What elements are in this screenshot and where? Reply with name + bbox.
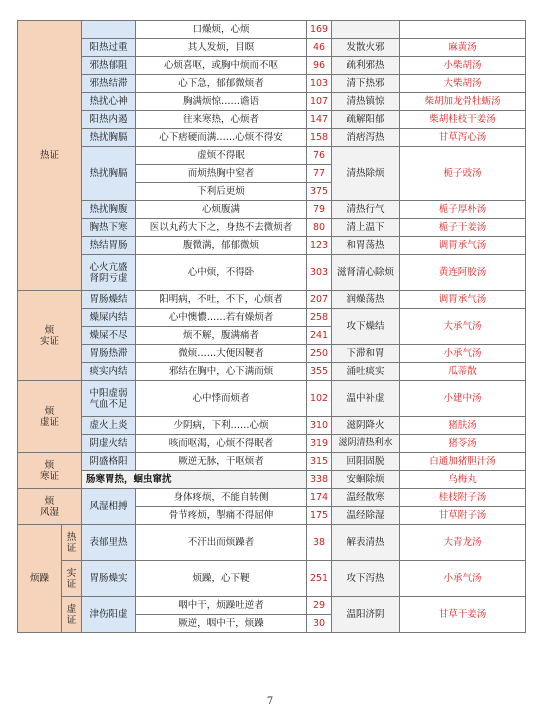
table-row bbox=[18, 111, 526, 129]
pathology-cell: 心火亢盛 肾阴亏虚 bbox=[82, 255, 136, 291]
formula-name bbox=[400, 21, 526, 39]
symptom-cell: 心烦腹满 bbox=[136, 201, 307, 219]
treatment-cell: 下滞和胃 bbox=[332, 345, 400, 363]
clause-number: 338 bbox=[307, 471, 332, 489]
treatment-cell: 攻下燥结 bbox=[332, 309, 400, 345]
formula-name: 桂枝附子汤 bbox=[400, 489, 526, 507]
table-row bbox=[18, 381, 526, 417]
formula-name: 柴胡加龙骨牡蛎汤 bbox=[400, 93, 526, 111]
formula-name: 大柴胡汤 bbox=[400, 75, 526, 93]
clause-number: 158 bbox=[307, 129, 332, 147]
table-row bbox=[18, 291, 526, 309]
clause-number: 102 bbox=[307, 381, 332, 417]
symptom-cell: 心中烦，不得卧 bbox=[136, 255, 307, 291]
clause-number: 38 bbox=[307, 525, 332, 561]
formula-name: 乌梅丸 bbox=[400, 471, 526, 489]
pathology-cell: 中阳虚弱 气血不足 bbox=[82, 381, 136, 417]
clause-number: 310 bbox=[307, 417, 332, 435]
symptom-cell: 胸满烦惊……谵语 bbox=[136, 93, 307, 111]
symptom-cell: 咽中干，烦躁吐逆者 bbox=[136, 597, 307, 615]
formula-name: 小柴胡汤 bbox=[400, 57, 526, 75]
table-row bbox=[18, 309, 526, 327]
pathology-cell: 燥屎不尽 bbox=[82, 327, 136, 345]
table-row bbox=[18, 237, 526, 255]
table-row bbox=[18, 417, 526, 435]
table-row bbox=[18, 129, 526, 147]
clause-number: 319 bbox=[307, 435, 332, 453]
formula-name: 小建中汤 bbox=[400, 381, 526, 417]
pathology-cell: 胃肠热滞 bbox=[82, 345, 136, 363]
symptom-cell: 少阴病，下利……心烦 bbox=[136, 417, 307, 435]
symptom-cell: 心中懊憹……若有燥烦者 bbox=[136, 309, 307, 327]
pathology-cell: 阳热过重 bbox=[82, 39, 136, 57]
formula-name: 麻黄汤 bbox=[400, 39, 526, 57]
treatment-cell: 滋阴清热利水 bbox=[332, 435, 400, 453]
subsection-label-heat: 热 证 bbox=[62, 525, 82, 561]
clause-number: 30 bbox=[307, 615, 332, 633]
treatment-cell: 滋肾清心除烦 bbox=[332, 255, 400, 291]
table-row bbox=[18, 57, 526, 75]
symptom-cell: 心下急，郁郁微烦者 bbox=[136, 75, 307, 93]
pathology-cell: 胸热下寒 bbox=[82, 219, 136, 237]
formula-name: 大青龙汤 bbox=[400, 525, 526, 561]
clause-number: 207 bbox=[307, 291, 332, 309]
symptom-cell: 而烦热胸中窒者 bbox=[136, 165, 307, 183]
symptom-cell: 其人发烦，目瞑 bbox=[136, 39, 307, 57]
symptom-cell: 厥逆，咽中干，烦躁 bbox=[136, 615, 307, 633]
table-row bbox=[18, 39, 526, 57]
section-label-deficiency: 烦 虚证 bbox=[18, 381, 82, 453]
symptom-cell: 心烦喜呕，或胸中烦而不呕 bbox=[136, 57, 307, 75]
treatment-cell: 和胃荡热 bbox=[332, 237, 400, 255]
pathology-cell: 胃肠燥实 bbox=[82, 561, 136, 597]
treatment-cell: 清上温下 bbox=[332, 219, 400, 237]
pathology-cell: 胃肠燥结 bbox=[82, 291, 136, 309]
treatment-cell: 润燥荡热 bbox=[332, 291, 400, 309]
pathology-cell: 热扰胸膈 bbox=[82, 147, 136, 201]
formula-name: 白通加猪胆汁汤 bbox=[400, 453, 526, 471]
formula-name: 瓜蒂散 bbox=[400, 363, 526, 381]
table-row bbox=[18, 255, 526, 291]
clause-number: 46 bbox=[307, 39, 332, 57]
subsection-label-excess: 实 证 bbox=[62, 561, 82, 597]
formula-name: 小承气汤 bbox=[400, 561, 526, 597]
formula-name: 栀子豉汤 bbox=[400, 147, 526, 201]
symptom-cell: 心下痞硬而满……心烦不得安 bbox=[136, 129, 307, 147]
symptom-cell: 口燥烦，心烦 bbox=[136, 21, 307, 39]
symptom-cell: 阳明病，不吐，不下，心烦者 bbox=[136, 291, 307, 309]
treatment-cell: 清热除烦 bbox=[332, 147, 400, 201]
table-row bbox=[18, 561, 526, 597]
symptom-cell: 微烦……大便因鞕者 bbox=[136, 345, 307, 363]
clause-number: 174 bbox=[307, 489, 332, 507]
pathology-cell: 肠寒胃热，蛔虫窜扰 bbox=[82, 471, 307, 489]
formula-name: 柴胡桂枝干姜汤 bbox=[400, 111, 526, 129]
formula-name: 调胃承气汤 bbox=[400, 237, 526, 255]
pathology-cell: 风湿相搏 bbox=[82, 489, 136, 525]
section-label-cold: 烦 寒证 bbox=[18, 453, 82, 489]
clause-number: 96 bbox=[307, 57, 332, 75]
clause-number: 175 bbox=[307, 507, 332, 525]
symptom-cell: 身体疼烦，不能自转侧 bbox=[136, 489, 307, 507]
clause-number: 303 bbox=[307, 255, 332, 291]
formula-name: 栀子厚朴汤 bbox=[400, 201, 526, 219]
symptom-cell: 虚烦不得眠 bbox=[136, 147, 307, 165]
treatment-cell: 温经散寒 bbox=[332, 489, 400, 507]
table-row bbox=[18, 201, 526, 219]
section-label-excess: 烦 实证 bbox=[18, 291, 82, 381]
clause-number: 241 bbox=[307, 327, 332, 345]
pathology-cell bbox=[82, 21, 136, 39]
formula-name: 甘草泻心汤 bbox=[400, 129, 526, 147]
treatment-cell: 清热镇惊 bbox=[332, 93, 400, 111]
table-row bbox=[18, 597, 526, 615]
clause-number: 250 bbox=[307, 345, 332, 363]
symptom-cell: 心中悸而烦者 bbox=[136, 381, 307, 417]
table-row bbox=[18, 75, 526, 93]
formula-name: 调胃承气汤 bbox=[400, 291, 526, 309]
treatment-cell: 清热行气 bbox=[332, 201, 400, 219]
pathology-cell: 热扰胸腹 bbox=[82, 201, 136, 219]
clause-number: 169 bbox=[307, 21, 332, 39]
pathology-cell: 阴盛格阳 bbox=[82, 453, 136, 471]
treatment-cell: 温中补虚 bbox=[332, 381, 400, 417]
treatment-cell: 解表清热 bbox=[332, 525, 400, 561]
symptom-cell: 厥逆无脉，干呕烦者 bbox=[136, 453, 307, 471]
treatment-cell: 温阳济阴 bbox=[332, 597, 400, 633]
pathology-cell: 阳热内遏 bbox=[82, 111, 136, 129]
pathology-cell: 虚火上炎 bbox=[82, 417, 136, 435]
table-row bbox=[18, 435, 526, 453]
table-row bbox=[18, 525, 526, 561]
pathology-cell: 燥屎内结 bbox=[82, 309, 136, 327]
treatment-cell: 攻下泻热 bbox=[332, 561, 400, 597]
clause-number: 251 bbox=[307, 561, 332, 597]
formula-name: 甘草附子汤 bbox=[400, 507, 526, 525]
treatment-cell: 涌吐痰实 bbox=[332, 363, 400, 381]
clause-number: 107 bbox=[307, 93, 332, 111]
clause-number: 355 bbox=[307, 363, 332, 381]
formula-name: 栀子干姜汤 bbox=[400, 219, 526, 237]
table-row bbox=[18, 363, 526, 381]
clause-number: 123 bbox=[307, 237, 332, 255]
formula-name: 甘草干姜汤 bbox=[400, 597, 526, 633]
section-label-wind-damp: 烦 风湿 bbox=[18, 489, 82, 525]
pathology-cell: 表郁里热 bbox=[82, 525, 136, 561]
treatment-cell: 回阳固脱 bbox=[332, 453, 400, 471]
symptom-cell: 不汗出而烦躁者 bbox=[136, 525, 307, 561]
symptom-cell: 咳而呕渴，心烦不得眠者 bbox=[136, 435, 307, 453]
treatment-cell: 温经除湿 bbox=[332, 507, 400, 525]
formula-name: 小承气汤 bbox=[400, 345, 526, 363]
clause-number: 29 bbox=[307, 597, 332, 615]
table-row bbox=[18, 453, 526, 471]
clause-number: 103 bbox=[307, 75, 332, 93]
formula-table bbox=[17, 20, 526, 633]
pathology-cell: 热扰心神 bbox=[82, 93, 136, 111]
treatment-cell bbox=[332, 21, 400, 39]
table-row bbox=[18, 489, 526, 507]
formula-name: 黄连阿胶汤 bbox=[400, 255, 526, 291]
table-row bbox=[18, 93, 526, 111]
table-row bbox=[18, 219, 526, 237]
symptom-cell: 下利后更烦 bbox=[136, 183, 307, 201]
symptom-cell: 烦躁，心下鞕 bbox=[136, 561, 307, 597]
pathology-cell: 热扰胸膈 bbox=[82, 129, 136, 147]
section-label-heat: 热证 bbox=[18, 21, 82, 291]
treatment-cell: 消痞泻热 bbox=[332, 129, 400, 147]
clause-number: 76 bbox=[307, 147, 332, 165]
page-number: 7 bbox=[266, 696, 274, 707]
treatment-cell: 安蛔除烦 bbox=[332, 471, 400, 489]
clause-number: 375 bbox=[307, 183, 332, 201]
treatment-cell: 疏解阳郁 bbox=[332, 111, 400, 129]
table-row bbox=[18, 345, 526, 363]
pathology-cell: 邪热郁阻 bbox=[82, 57, 136, 75]
symptom-cell: 邪结在胸中，心下满而烦 bbox=[136, 363, 307, 381]
table-row bbox=[18, 21, 526, 39]
symptom-cell: 骨节疼烦，掣痛不得屈伸 bbox=[136, 507, 307, 525]
subsection-label-deficiency: 虚 证 bbox=[62, 597, 82, 633]
clause-number: 147 bbox=[307, 111, 332, 129]
clause-number: 258 bbox=[307, 309, 332, 327]
pathology-cell: 阴虚火结 bbox=[82, 435, 136, 453]
pathology-cell: 津伤阳虚 bbox=[82, 597, 136, 633]
clause-number: 77 bbox=[307, 165, 332, 183]
table-row bbox=[18, 471, 526, 489]
treatment-cell: 发散火邪 bbox=[332, 39, 400, 57]
treatment-cell: 疏利邪热 bbox=[332, 57, 400, 75]
clause-number: 80 bbox=[307, 219, 332, 237]
symptom-cell: 医以丸药大下之，身热不去微烦者 bbox=[136, 219, 307, 237]
pathology-cell: 邪热结滞 bbox=[82, 75, 136, 93]
clause-number: 79 bbox=[307, 201, 332, 219]
pathology-cell: 热结胃肠 bbox=[82, 237, 136, 255]
symptom-cell: 往来寒热，心烦者 bbox=[136, 111, 307, 129]
section-label-restlessness: 烦躁 bbox=[18, 525, 62, 633]
formula-name: 猪苓汤 bbox=[400, 435, 526, 453]
formula-name: 大承气汤 bbox=[400, 309, 526, 345]
treatment-cell: 滋阴降火 bbox=[332, 417, 400, 435]
formula-name: 猪肤汤 bbox=[400, 417, 526, 435]
clause-number: 315 bbox=[307, 453, 332, 471]
table-row bbox=[18, 147, 526, 165]
symptom-cell: 腹微满，郁郁微烦 bbox=[136, 237, 307, 255]
treatment-cell: 清下热邪 bbox=[332, 75, 400, 93]
pathology-cell: 痰实内结 bbox=[82, 363, 136, 381]
symptom-cell: 烦不解，腹满痛者 bbox=[136, 327, 307, 345]
